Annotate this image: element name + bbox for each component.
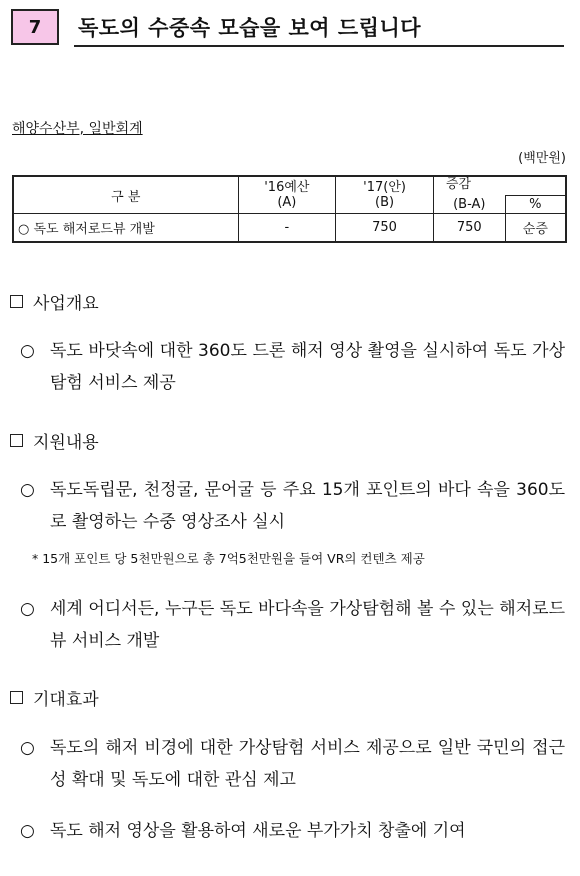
checkbox-square-icon xyxy=(10,691,23,704)
unit-label: (백만원) xyxy=(518,151,566,166)
header-2016: '16예산 (A) xyxy=(238,176,336,214)
page-title: 독도의 수중속 모습을 보여 드립니다 xyxy=(78,16,422,40)
row-name: ○ 독도 해저로드뷰 개발 xyxy=(13,214,238,243)
footnote: * 15개 포인트 당 5천만원으로 총 7억5천만원을 들여 VR의 컨텐츠 제공 xyxy=(32,551,425,566)
title-underline xyxy=(74,45,564,47)
circle-bullet-icon: ○ xyxy=(20,599,35,619)
row-2016: - xyxy=(238,214,336,243)
circle-bullet-icon: ○ xyxy=(20,738,35,758)
header-2017: '17(안) (B) xyxy=(336,176,434,214)
budget-table xyxy=(12,175,567,243)
section-heading: 기대효과 xyxy=(10,685,99,710)
header-percent: % xyxy=(505,196,566,214)
circle-bullet-icon: ○ xyxy=(20,821,35,841)
list-item: ○ 독도 바닷속에 대한 360도 드론 해저 영상 촬영을 실시하여 독도 가상탐험 서비스 제공 xyxy=(20,335,565,399)
header-change: 증감 xyxy=(433,176,566,196)
list-item: ○ 독도독립문, 천정굴, 문어굴 등 주요 15개 포인트의 바다 속을 360도로 촬영하는 수중 영상조사 실시 xyxy=(20,474,565,538)
checkbox-square-icon xyxy=(10,295,23,308)
table-row xyxy=(13,214,566,243)
circle-bullet-icon: ○ xyxy=(20,341,35,361)
section-heading: 사업개요 xyxy=(10,289,99,314)
checkbox-square-icon xyxy=(10,434,23,447)
header-category: 구 분 xyxy=(13,176,238,214)
section-heading: 지원내용 xyxy=(10,428,99,453)
section-number: 7 xyxy=(28,16,42,38)
row-change: 750 xyxy=(433,214,505,243)
list-item: ○ 독도의 해저 비경에 대한 가상탐험 서비스 제공으로 일반 국민의 접근성 확대 및 독도에 대한 관심 제고 xyxy=(20,732,565,796)
department-label: 해양수산부, 일반회계 xyxy=(12,121,143,137)
row-2017: 750 xyxy=(336,214,434,243)
circle-bullet-icon: ○ xyxy=(20,480,35,500)
header-change-sub: (B-A) xyxy=(433,196,505,214)
list-item: ○ 독도 해저 영상을 활용하여 새로운 부가가치 창출에 기여 xyxy=(20,815,565,847)
section-number-badge xyxy=(11,9,59,45)
list-item: ○ 세계 어디서든, 누구든 독도 바다속을 가상탐험해 볼 수 있는 해저로드뷰 서비스 개발 xyxy=(20,593,565,657)
row-percent: 순증 xyxy=(505,214,566,243)
